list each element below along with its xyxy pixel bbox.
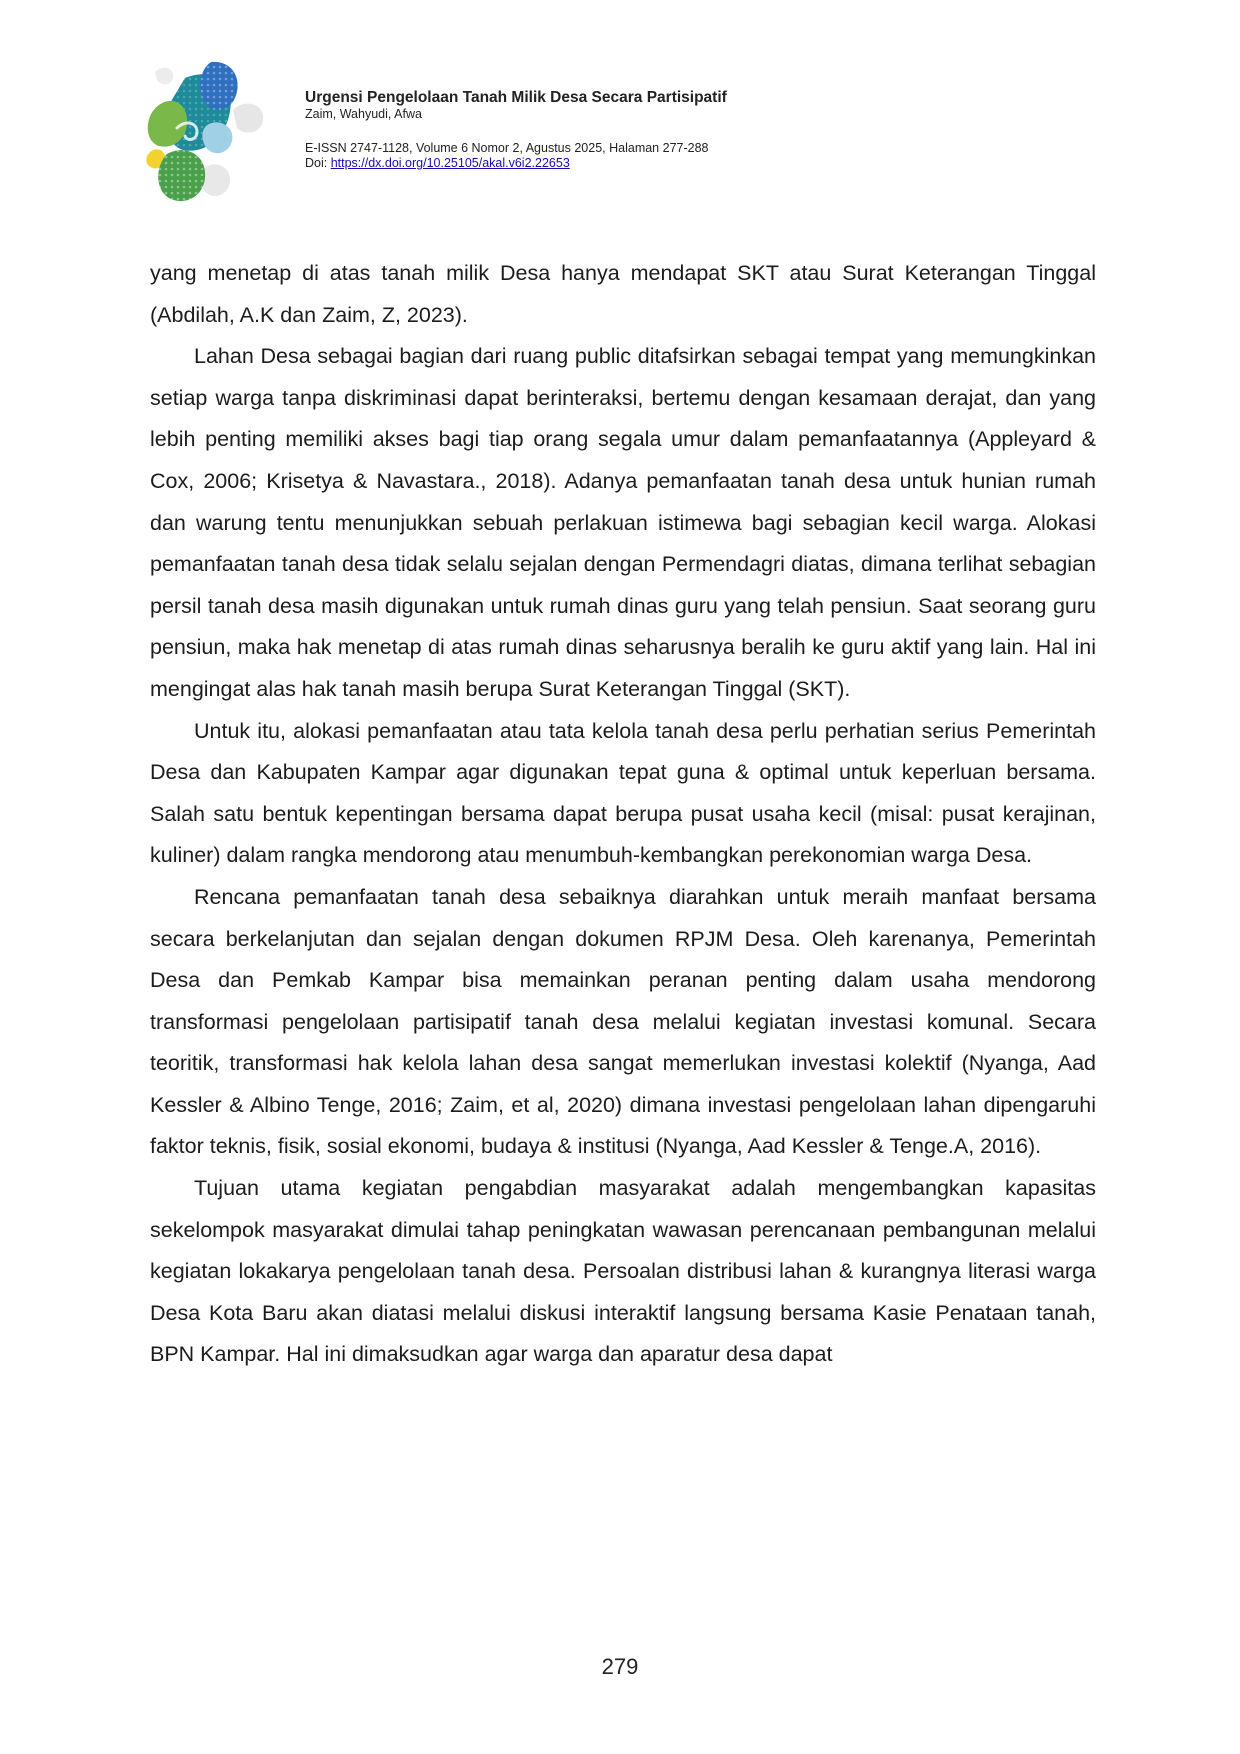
article-body	[150, 253, 1096, 1376]
doi-line	[305, 156, 865, 171]
journal-issn-line: E-ISSN 2747-1128, Volume 6 Nomor 2, Agustus 2025, Halaman 277-288	[305, 141, 709, 155]
paragraph: Lahan Desa sebagai bagian dari ruang public ditafsirkan sebagai tempat yang memungkinkan setiap warga tanpa diskriminasi dapat berinteraksi, bertemu dengan kesamaan derajat, dan yang lebih penting memiliki akses bagi tiap orang segala umur dalam pemanfaatannya (Appleyard & Cox, 2006; Krisetya & Navastara., 2018). Adanya pemanfaatan tanah desa untuk hunian rumah dan warung tentu menunjukkan sebuah perlakuan istimewa bagi sebagian kecil warga. Alokasi pemanfaatan tanah desa tidak selalu sejalan dengan Permendagri diatas, dimana terlihat sebagian persil tanah desa masih digunakan untuk rumah dinas guru yang telah pensiun. Saat seorang guru pensiun, maka hak menetap di atas rumah dinas seharusnya beralih ke guru aktif yang lain. Hal ini mengingat alas hak tanah masih berupa Surat Keterangan Tinggal (SKT).	[150, 344, 1096, 701]
page-number: 279	[601, 1654, 639, 1679]
running-header	[305, 89, 865, 171]
paragraph: Rencana pemanfaatan tanah desa sebaiknya diarahkan untuk meraih manfaat bersama secara berkelanjutan dan sejalan dengan dokumen RPJM Desa. Oleh karenanya, Pemerintah Desa dan Pemkab Kampar bisa memainkan peranan penting dalam usaha mendorong transformasi pengelolaan partisipatif tanah desa melalui kegiatan investasi komunal. Secara teoritik, transformasi hak kelola lahan desa sangat memerlukan investasi kolektif (Nyanga, Aad Kessler & Albino Tenge, 2016; Zaim, et al, 2020) dimana investasi pengelolaan lahan dipengaruhi faktor teknis, fisik, sosial ekonomi, budaya & institusi (Nyanga, Aad Kessler & Tenge.A, 2016).	[150, 884, 1096, 1159]
paragraph: Untuk itu, alokasi pemanfaatan atau tata kelola tanah desa perlu perhatian serius Pemerintah Desa dan Kabupaten Kampar agar digunakan tepat guna & optimal untuk keperluan bersama. Salah satu bentuk kepentingan bersama dapat berupa pusat usaha kecil (misal: pusat kerajinan, kuliner) dalam rangka mendorong atau menumbuh-kembangkan perekonomian warga Desa.	[150, 718, 1096, 868]
doi-link[interactable]: https://dx.doi.org/10.25105/akal.v6i2.22653	[330, 156, 570, 170]
paragraph: Tujuan utama kegiatan pengabdian masyarakat adalah mengembangkan kapasitas sekelompok masyarakat dimulai tahap peningkatan wawasan perencanaan pembangunan melalui kegiatan lokakarya pengelolaan tanah desa. Persoalan distribusi lahan & kurangnya literasi warga Desa Kota Baru akan diatasi melalui diskusi interaktif langsung bersama Kasie Penataan tanah, BPN Kampar. Hal ini dimaksudkan agar warga dan aparatur desa dapat	[150, 1176, 1096, 1367]
article-authors: Zaim, Wahyudi, Afwa	[305, 107, 422, 121]
doi-label: Doi:	[305, 156, 331, 170]
paragraph-continued: yang menetap di atas tanah milik Desa hanya mendapat SKT atau Surat Keterangan Tinggal (Abdilah, A.K dan Zaim, Z, 2023).	[150, 261, 1096, 327]
article-title: Urgensi Pengelolaan Tanah Milik Desa Secara Partisipatif	[305, 89, 727, 106]
journal-logo	[145, 58, 275, 208]
